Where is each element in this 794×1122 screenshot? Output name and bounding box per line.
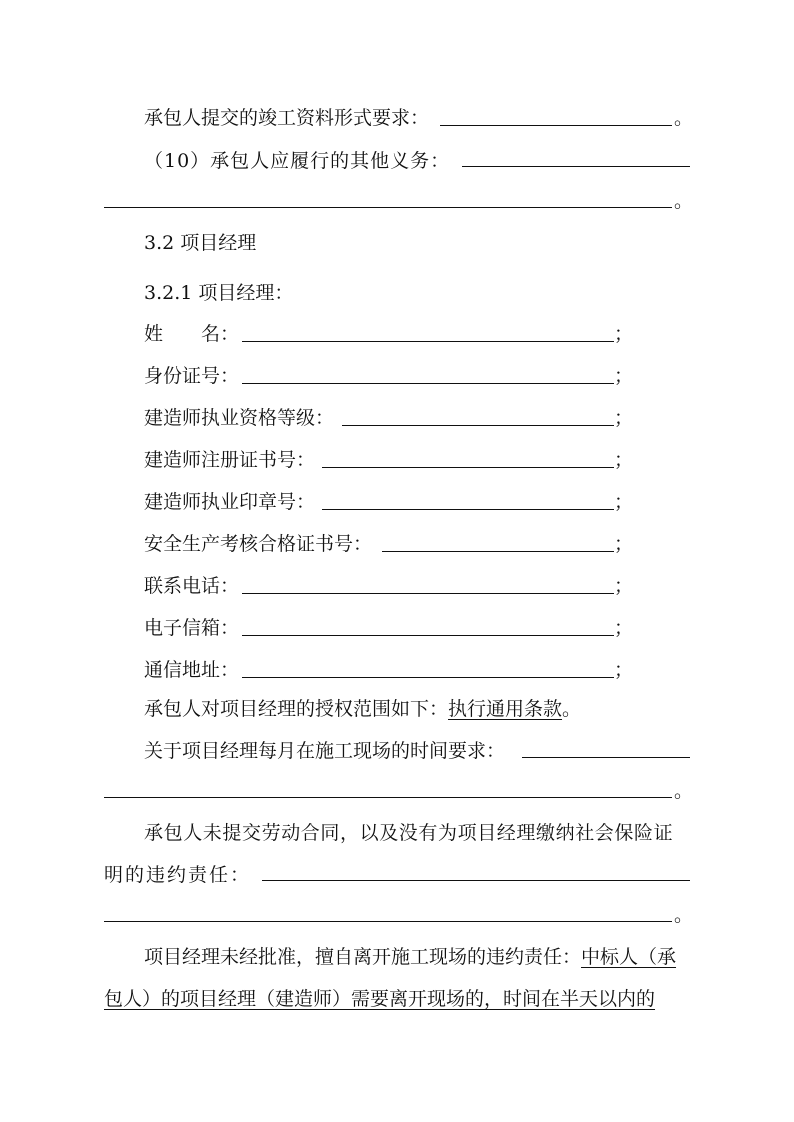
leave-site-value-1: 中标人（承 — [581, 946, 677, 968]
semicolon: ； — [614, 407, 634, 429]
semicolon: ； — [614, 533, 634, 555]
leave-site-line-1 — [144, 945, 676, 969]
email-field[interactable] — [242, 635, 614, 636]
labor-contract-text-1: 承包人未提交劳动合同，以及没有为项目经理缴纳社会保险证 — [144, 822, 674, 844]
period: 。 — [674, 904, 694, 926]
seal-number-field[interactable] — [322, 509, 614, 510]
section-3-2-1-heading: 3.2.1 项目经理： — [144, 282, 294, 304]
leave-site-value-2: 包人）的项目经理（建造师）需要离开现场的，时间在半天以内的 — [104, 988, 656, 1010]
authorization-value: 执行通用条款 — [448, 698, 563, 720]
id-number-field[interactable] — [242, 383, 614, 384]
other-duties-label: （10）承包人应履行的其他义务： — [144, 150, 451, 172]
period: 。 — [562, 698, 582, 720]
id-number-label: 身份证号： — [144, 365, 240, 387]
phone-field[interactable] — [242, 593, 614, 594]
period: 。 — [674, 107, 694, 129]
registration-cert-field[interactable] — [322, 467, 614, 468]
registration-cert-label: 建造师注册证书号： — [144, 449, 316, 471]
completion-docs-blank[interactable] — [440, 125, 672, 126]
semicolon: ； — [614, 491, 634, 513]
semicolon: ； — [614, 323, 634, 345]
period: 。 — [674, 190, 694, 212]
section-3-2-heading: 3.2 项目经理 — [144, 232, 257, 254]
address-label: 通信地址： — [144, 659, 240, 681]
safety-cert-label: 安全生产考核合格证书号： — [144, 533, 373, 555]
qualification-grade-label: 建造师执业资格等级： — [144, 407, 335, 429]
name-label: 姓 名： — [144, 323, 240, 345]
semicolon: ； — [614, 449, 634, 471]
other-duties-blank-2[interactable] — [104, 207, 672, 208]
semicolon: ； — [614, 659, 634, 681]
name-field[interactable] — [242, 341, 614, 342]
completion-docs-label: 承包人提交的竣工资料形式要求： — [144, 107, 430, 129]
authorization-line — [144, 697, 581, 721]
semicolon: ； — [614, 617, 634, 639]
semicolon: ； — [614, 575, 634, 597]
email-label: 电子信箱： — [144, 617, 240, 639]
site-time-label: 关于项目经理每月在施工现场的时间要求： — [144, 740, 506, 762]
seal-number-label: 建造师执业印章号： — [144, 491, 316, 513]
authorization-label: 承包人对项目经理的授权范围如下： — [144, 698, 449, 720]
labor-liability-blank-1[interactable] — [262, 880, 690, 881]
site-time-blank-1[interactable] — [522, 757, 690, 758]
semicolon: ； — [614, 365, 634, 387]
period: 。 — [674, 780, 694, 802]
qualification-grade-field[interactable] — [342, 425, 614, 426]
phone-label: 联系电话： — [144, 575, 240, 597]
labor-contract-text-2: 明的违约责任： — [104, 864, 252, 886]
leave-site-label: 项目经理未经批准，擅自离开施工现场的违约责任： — [144, 946, 582, 968]
other-duties-blank-1[interactable] — [462, 166, 690, 167]
address-field[interactable] — [242, 677, 614, 678]
safety-cert-field[interactable] — [382, 551, 614, 552]
labor-liability-blank-2[interactable] — [104, 921, 672, 922]
site-time-blank-2[interactable] — [104, 797, 672, 798]
